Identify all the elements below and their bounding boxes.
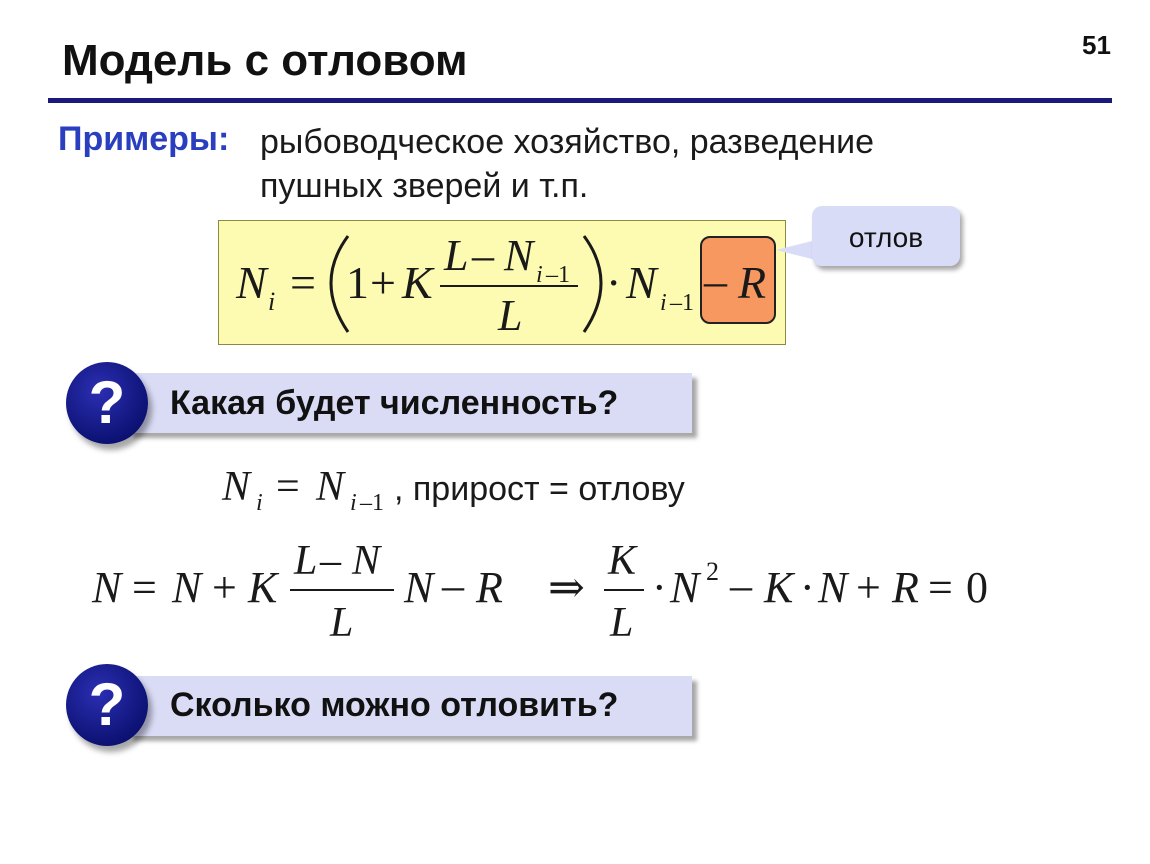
svg-text:K: K bbox=[248, 563, 278, 612]
examples-text: рыбоводческое хозяйство, разведение пушных зверей и т.п. bbox=[260, 123, 875, 205]
question-text-1: Какая будет численность? bbox=[170, 384, 619, 422]
svg-text:+: + bbox=[212, 563, 237, 612]
svg-text:=: = bbox=[132, 563, 157, 612]
svg-text:N: N bbox=[404, 563, 434, 612]
svg-text:–1: –1 bbox=[546, 262, 570, 288]
svg-text:–1: –1 bbox=[670, 290, 694, 316]
svg-text:N: N bbox=[92, 563, 122, 612]
svg-text:0: 0 bbox=[966, 563, 988, 612]
main-formula bbox=[218, 220, 788, 346]
svg-text:·: · bbox=[800, 563, 815, 612]
svg-text:=: = bbox=[276, 464, 300, 510]
svg-text:N: N bbox=[818, 563, 848, 612]
svg-text:–: – bbox=[472, 231, 494, 280]
svg-text:K: K bbox=[402, 257, 433, 308]
question-icon: ? bbox=[66, 362, 148, 444]
steady-state-formula bbox=[218, 462, 418, 518]
slide-number: 51 bbox=[1082, 30, 1111, 60]
svg-text:N: N bbox=[236, 257, 267, 308]
svg-text:L: L bbox=[444, 231, 469, 280]
svg-text:K: K bbox=[764, 563, 794, 612]
svg-text:N: N bbox=[352, 538, 381, 584]
svg-text:+: + bbox=[370, 257, 396, 308]
svg-text:N: N bbox=[172, 563, 202, 612]
svg-text:–1: –1 bbox=[360, 490, 384, 516]
svg-text:=: = bbox=[928, 563, 953, 612]
svg-text:N: N bbox=[504, 231, 534, 280]
examples-label: Примеры: bbox=[58, 120, 230, 158]
svg-text:N: N bbox=[670, 563, 700, 612]
callout-pointer bbox=[776, 240, 816, 260]
svg-text:–: – bbox=[320, 538, 341, 584]
slide-title: Модель с отловом bbox=[62, 36, 468, 85]
svg-text:i: i bbox=[536, 262, 543, 288]
title-divider bbox=[48, 98, 1112, 103]
svg-text:N: N bbox=[222, 464, 251, 510]
svg-text:+: + bbox=[856, 563, 881, 612]
svg-text:R: R bbox=[892, 563, 919, 612]
svg-text:L: L bbox=[330, 600, 354, 646]
svg-text:i: i bbox=[268, 287, 276, 316]
equilibrium-equation bbox=[88, 536, 1008, 646]
svg-text:2: 2 bbox=[706, 557, 719, 586]
svg-text:1: 1 bbox=[346, 257, 369, 308]
svg-text:K: K bbox=[608, 538, 637, 584]
question-text-2: Сколько можно отловить? bbox=[170, 686, 619, 724]
svg-text:i: i bbox=[660, 290, 667, 316]
svg-text:⇒: ⇒ bbox=[548, 563, 585, 612]
svg-text:L: L bbox=[610, 600, 634, 646]
svg-text:–: – bbox=[442, 561, 464, 610]
svg-text:L: L bbox=[498, 291, 523, 340]
svg-text:=: = bbox=[290, 257, 316, 308]
question-icon: ? bbox=[66, 664, 148, 746]
svg-text:R: R bbox=[738, 257, 767, 308]
svg-text:–: – bbox=[704, 255, 727, 306]
svg-text:R: R bbox=[476, 563, 503, 612]
svg-text:i: i bbox=[350, 490, 357, 516]
svg-text:N: N bbox=[626, 257, 657, 308]
steady-state-text: , прирост = отлову bbox=[394, 470, 685, 508]
svg-text:i: i bbox=[256, 490, 263, 516]
svg-text:L: L bbox=[294, 538, 318, 584]
svg-text:–: – bbox=[730, 561, 752, 610]
svg-text:·: · bbox=[652, 563, 667, 612]
callout-label: отлов bbox=[848, 222, 924, 253]
svg-text:N: N bbox=[316, 464, 345, 510]
svg-text:·: · bbox=[606, 257, 622, 308]
